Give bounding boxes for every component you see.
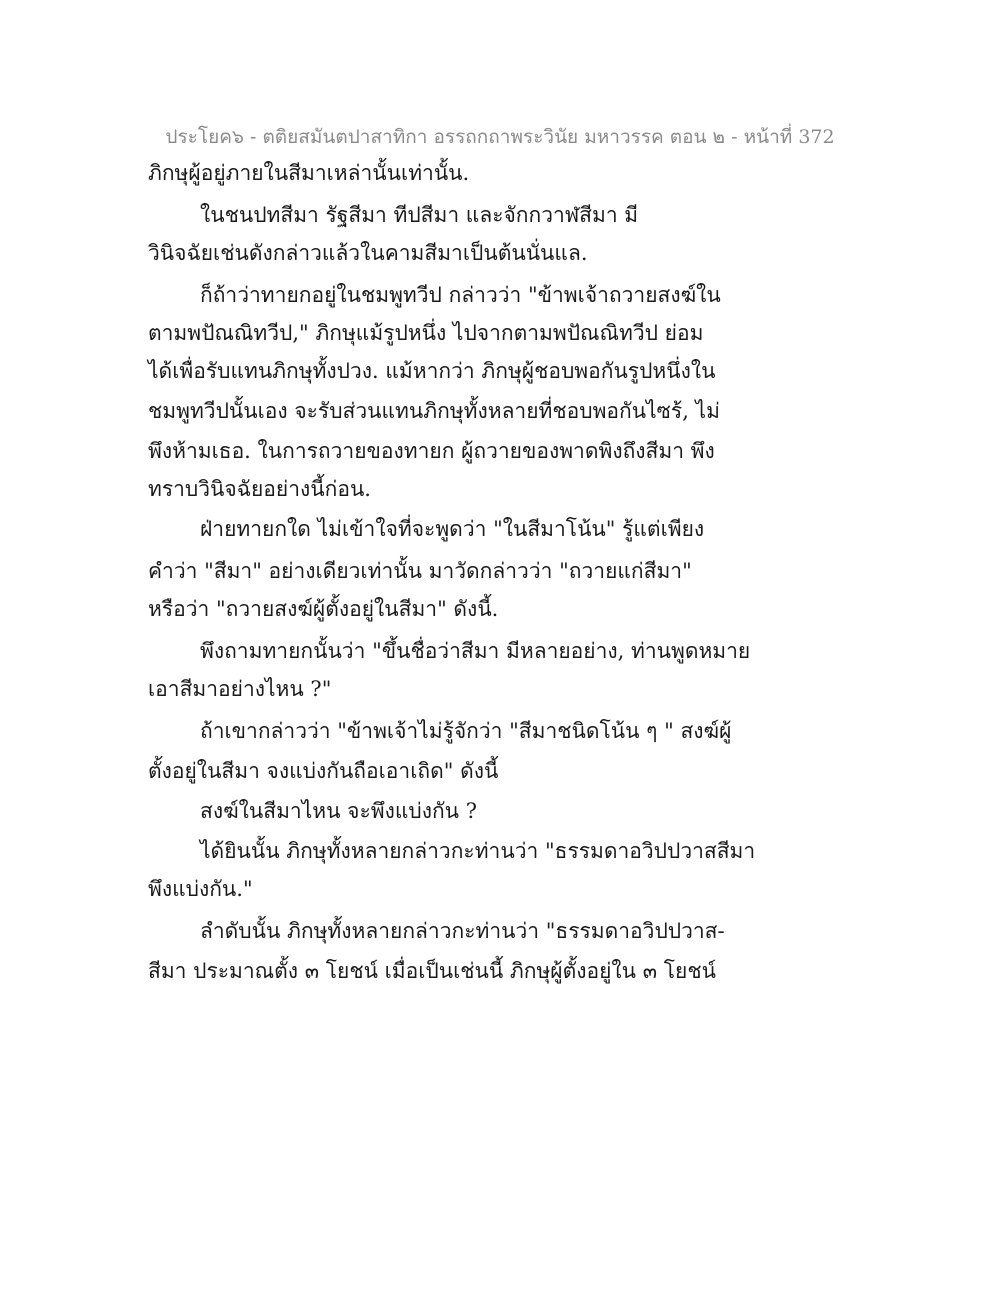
text-line: ลำดับนั้น ภิกษุทั้งหลายกล่าวกะท่านว่า "ธรรมดาอวิปปวาส-: [200, 919, 725, 943]
text-line: ในชนปทสีมา รัฐสีมา ทีปสีมา และจักกวาฬสีมา มี: [200, 203, 639, 227]
text-line: ฝ่ายทายกใด ไม่เข้าใจที่จะพูดว่า "ในสีมาโน้น" รู้แต่เพียง: [200, 517, 705, 541]
text-line: คำว่า "สีมา" อย่างเดียวเท่านั้น มาวัดกล่าวว่า "ถวายแก่สีมา": [148, 559, 692, 583]
text-line: ชมพูทวีปนั้นเอง จะรับส่วนแทนภิกษุทั้งหลายที่ชอบพอกันไซร้, ไม่: [148, 399, 720, 423]
text-line: ถ้าเขากล่าวว่า "ข้าพเจ้าไม่รู้จักว่า "สีมาชนิดโน้น ๆ " สงฆ์ผู้: [200, 719, 732, 743]
text-line: ตามพปัณณิทวีป," ภิกษุแม้รูปหนึ่ง ไปจากตามพปัณณิทวีป ย่อม: [148, 321, 704, 345]
text-line: ภิกษุผู้อยู่ภายในสีมาเหล่านั้นเท่านั้น.: [148, 161, 470, 185]
text-line: ได้เพื่อรับแทนภิกษุทั้งปวง. แม้หากว่า ภิกษุผู้ชอบพอกันรูปหนึ่งใน: [148, 359, 716, 383]
text-line: สงฆ์ในสีมาไหน จะพึงแบ่งกัน ?: [200, 799, 477, 823]
text-line: สีมา ประมาณตั้ง ๓ โยชน์ เมื่อเป็นเช่นนี้ ภิกษุผู้ตั้งอยู่ใน ๓ โยชน์: [148, 959, 716, 983]
text-line: หรือว่า "ถวายสงฆ์ผู้ตั้งอยู่ในสีมา" ดังนี้.: [148, 597, 499, 621]
text-line: ได้ยินนั้น ภิกษุทั้งหลายกล่าวกะท่านว่า "ธรรมดาอวิปปวาสสีมา: [200, 839, 756, 863]
text-line: พึงแบ่งกัน.": [148, 877, 253, 901]
text-line: วินิจฉัยเช่นดังกล่าวแล้วในคามสีมาเป็นต้นนั่นแล.: [148, 241, 588, 265]
text-line: พึงถามทายกนั้นว่า "ขึ้นชื่อว่าสีมา มีหลายอย่าง, ท่านพูดหมาย: [200, 639, 751, 663]
text-line: เอาสีมาอย่างไหน ?": [148, 677, 332, 701]
text-line: ตั้งอยู่ในสีมา จงแบ่งกันถือเอาเถิด" ดังนี้: [148, 759, 499, 783]
text-line: พึงห้ามเธอ. ในการถวายของทายก ผู้ถวายของพาดพิงถึงสีมา พึง: [148, 439, 715, 463]
text-line: ทราบวินิจฉัยอย่างนี้ก่อน.: [148, 477, 371, 501]
page-header: ประโยค๖ - ตติยสมันตปาสาทิกา อรรถกถาพระวินัย มหาวรรค ตอน ๒ - หน้าที่ 372: [165, 126, 835, 148]
text-line: ก็ถ้าว่าทายกอยู่ในชมพูทวีป กล่าวว่า "ข้าพเจ้าถวายสงฆ์ใน: [200, 283, 721, 307]
